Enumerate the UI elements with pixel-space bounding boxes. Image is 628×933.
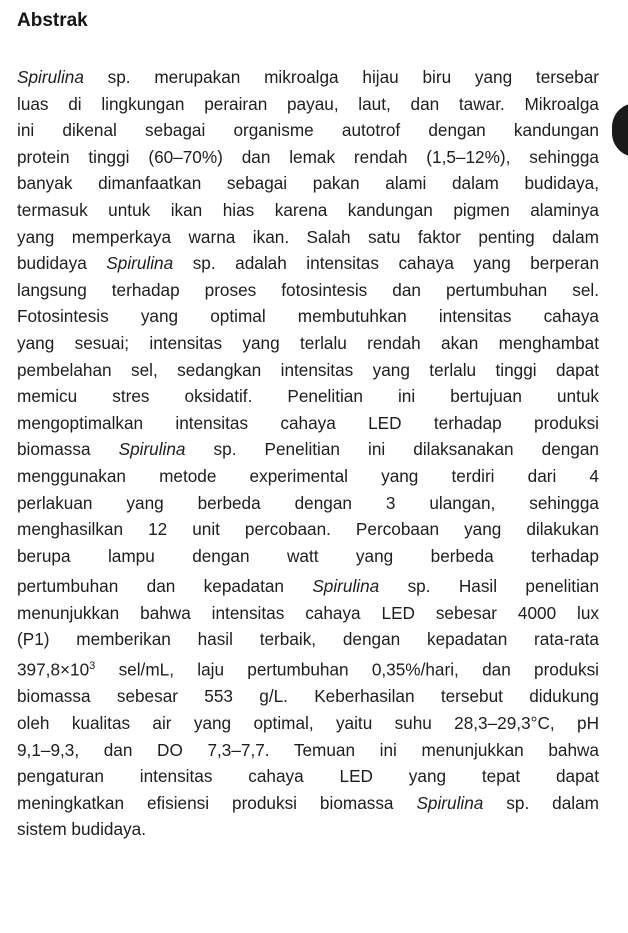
abstract-line: menghasilkan 12 unit percobaan. Percobaan yang dilakukan (17, 519, 599, 540)
abstract-line: menggunakan metode experimental yang terdiri dari 4 (17, 465, 599, 486)
abstract-line: ini dikenal sebagai organisme autotrof dengan kandungan (17, 120, 599, 141)
abstract-line: biomassa Spirulina sp. Penelitian ini dilaksanakan dengan (17, 439, 599, 460)
italic-term: Spirulina (312, 576, 380, 597)
abstract-line: luas di lingkungan perairan payau, laut, dan tawar. Mikroalga (17, 93, 599, 114)
abstract-line: pembelahan sel, sedangkan intensitas yang terlalu tinggi dapat (17, 359, 599, 380)
abstract-paragraph (17, 64, 599, 843)
abstract-line: (P1) memberikan hasil terbaik, dengan kepadatan rata-rata (17, 629, 599, 650)
abstract-line: protein tinggi (60–70%) dan lemak rendah (1,5–12%), sehingga (17, 146, 599, 167)
italic-term: Spirulina (17, 67, 84, 87)
abstract-line: 9,1–9,3, dan DO 7,3–7,7. Temuan ini menunjukkan bahwa (17, 739, 599, 760)
abstract-line: memicu stres oksidatif. Penelitian ini bertujuan untuk (17, 386, 599, 407)
italic-term: Spirulina (106, 253, 174, 274)
abstract-line: langsung terhadap proses fotosintesis dan pertumbuhan sel. (17, 279, 599, 300)
abstract-line: meningkatkan efisiensi produksi biomassa Spirulina sp. dalam (17, 792, 599, 813)
abstract-line: pengaturan intensitas cahaya LED yang tepat dapat (17, 766, 599, 787)
abstract-line: berupa lampu dengan watt yang berbeda terhadap (17, 545, 599, 566)
superscript: 3 (89, 660, 96, 673)
abstract-line: oleh kualitas air yang optimal, yaitu suhu 28,3–29,3°C, pH (17, 712, 599, 733)
abstract-line: menunjukkan bahwa intensitas cahaya LED sebesar 4000 lux (17, 602, 599, 623)
abstract-line: pertumbuhan dan kepadatan Spirulina sp. Hasil penelitian (17, 576, 600, 597)
italic-term: Spirulina (416, 792, 484, 813)
abstract-line: sistem budidaya. (17, 819, 146, 840)
abstract-line: Fotosintesis yang optimal membutuhkan intensitas cahaya (17, 306, 599, 327)
abstract-line: perlakuan yang berbeda dengan 3 ulangan, sehingga (17, 492, 599, 513)
abstract-line: yang sesuai; intensitas yang terlalu rendah akan menghambat (17, 332, 599, 353)
section-heading: Abstrak (17, 10, 88, 31)
italic-term: Spirulina (118, 439, 186, 460)
abstract-line: biomassa sebesar 553 g/L. Keberhasilan tersebut didukung (17, 686, 599, 707)
abstract-line: yang memperkaya warna ikan. Salah satu faktor penting dalam (17, 226, 599, 247)
abstract-line: termasuk untuk ikan hias karena kandungan pigmen alaminya (17, 199, 599, 220)
abstract-line: banyak dimanfaatkan sebagai pakan alami dalam budidaya, (17, 173, 599, 194)
abstract-line: budidaya Spirulina sp. adalah intensitas cahaya yang berperan (17, 253, 599, 274)
abstract-line: Spirulina sp. merupakan mikroalga hijau biru yang tersebar (17, 67, 599, 87)
abstract-line: $397,8\times 10^3$ sel/mL, laju pertumbuhan 0,35%/hari, dan produksi (17, 659, 599, 680)
abstract-line: mengoptimalkan intensitas cahaya LED terhadap produksi (17, 412, 599, 433)
edge-scroll-tab[interactable] (612, 103, 628, 157)
